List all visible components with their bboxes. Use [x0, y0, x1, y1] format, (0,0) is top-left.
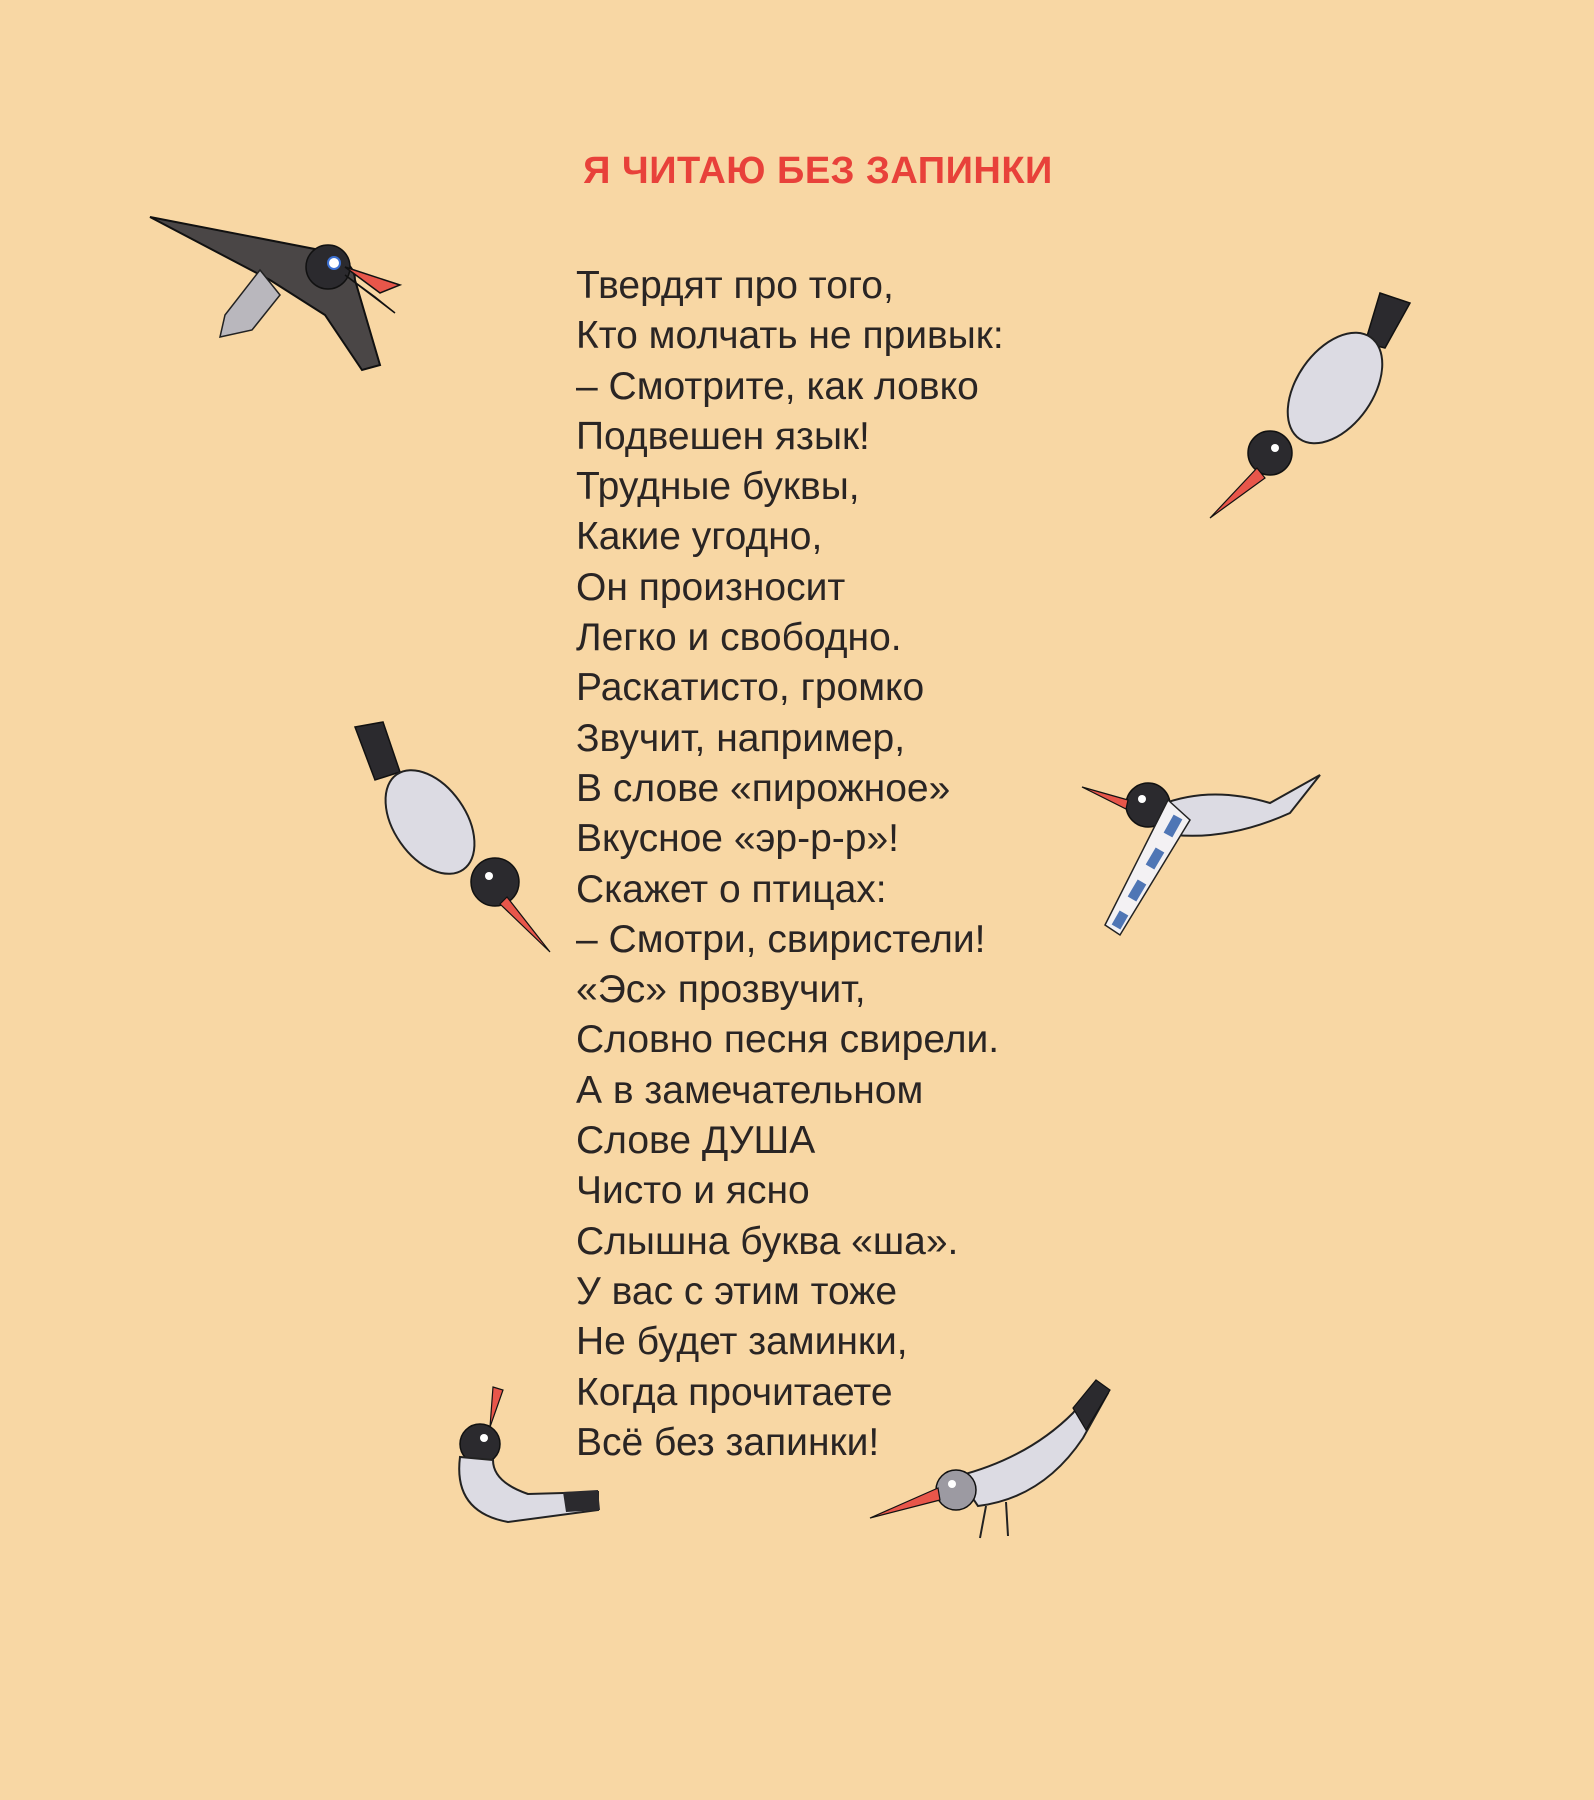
poem-line: Кто молчать не привык: [576, 314, 1004, 358]
poem-line: «Эс» прозвучит, [576, 968, 866, 1012]
bird-diving-icon [345, 722, 560, 957]
poem-line: Когда прочитаете [576, 1370, 893, 1414]
bird-pecking-icon [868, 1378, 1113, 1563]
poem-line: – Смотри, свиристели! [576, 917, 986, 961]
poem-line: Скажет о птицах: [576, 867, 887, 911]
poem-line: Твердят про того, [576, 264, 894, 307]
poem-title: Я ЧИТАЮ БЕЗ ЗАПИНКИ [583, 150, 1053, 192]
poem-line: Словно песня свирели. [576, 1018, 1000, 1062]
poem-line: Слышна буква «ша». [576, 1219, 959, 1263]
poem-line: Подвешен язык! [576, 414, 870, 458]
poem-line: – Смотрите, как ловко [576, 364, 979, 408]
poem-line: Он произносит [576, 565, 846, 609]
poem-line: Слове ДУША [576, 1119, 816, 1163]
poem-text [576, 261, 1004, 1468]
poem-line: Какие угодно, [576, 515, 823, 559]
poem-line: В слове «пирожное» [576, 766, 951, 810]
black-bird-flying-icon [140, 205, 410, 405]
bird-looking-up-icon [448, 1382, 608, 1537]
poem-line: Легко и свободно. [576, 616, 902, 660]
bird-diving-icon [1205, 288, 1425, 528]
bird-with-scarf-icon [1080, 765, 1325, 950]
poem-line: Трудные буквы, [576, 465, 860, 509]
poem-line: Не будет заминки, [576, 1320, 908, 1364]
poem-line: Вкусное «эр-р-р»! [576, 817, 899, 861]
poem-line: А в замечательном [576, 1068, 924, 1112]
poem-line: Чисто и ясно [576, 1169, 810, 1213]
poem-line: У вас с этим тоже [576, 1269, 898, 1313]
poem-line: Звучит, например, [576, 716, 906, 760]
poem-line: Раскатисто, громко [576, 666, 925, 710]
poem-line: Всё без запинки! [576, 1420, 880, 1464]
